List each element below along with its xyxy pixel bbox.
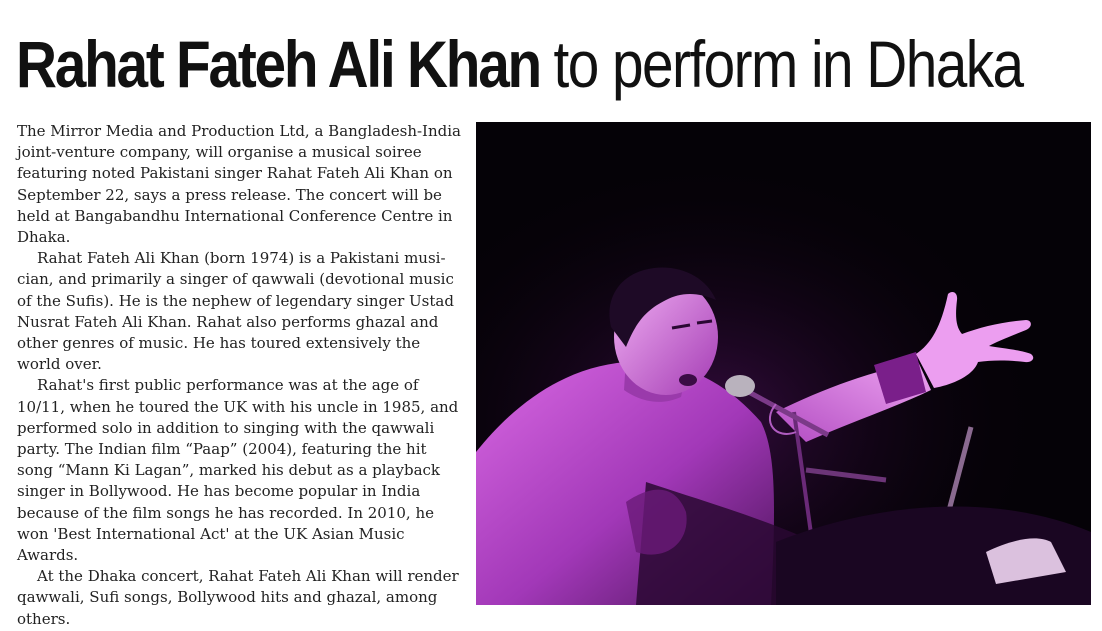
headline-name: Rahat Fateh Ali Khan [16,27,540,101]
article-paragraph: Rahat Fateh Ali Khan (born 1974) is a Pakistani musician, and primarily a singer of qawwali (devotional music of the Sufis). He is the nephew of legendary singer Ustad Nusrat Fateh Ali Khan. Rahat also performs ghazal and other genres of music. He has toured extensively the world over. [17,249,454,374]
headline-rest: to perform in Dhaka [553,27,1023,101]
headline [16,22,1023,106]
singer-illustration [476,122,1091,605]
article-paragraph: The Mirror Media and Production Ltd, a Bangladesh-India joint-venture company, will organise a musical soiree featuring noted Pakistani singer Rahat Fateh Ali Khan on September 22, says a press release. The concert will be held at Bangabandhu International Conference Centre in Dhaka. [17,122,461,247]
concert-photo [476,122,1091,605]
article-body [17,121,462,630]
article-paragraph: Rahat's first public performance was at the age of 10/11, when he toured the UK with his uncle in 1985, and performed solo in addition to singing with the qawwali party. The Indian film “Paap” (2004), featuring the hit song “Mann Ki Lagan”, marked his debut as a playback singer in Bollywood. He has become popular in India because of the film songs he has recorded. In 2010, he won 'Best International Act' at the UK Asian Music Awards. [17,376,459,565]
article-paragraph: At the Dhaka concert, Rahat Fateh Ali Khan will render qawwali, Sufi songs, Bollywood hits and ghazal, among others. [17,567,459,628]
